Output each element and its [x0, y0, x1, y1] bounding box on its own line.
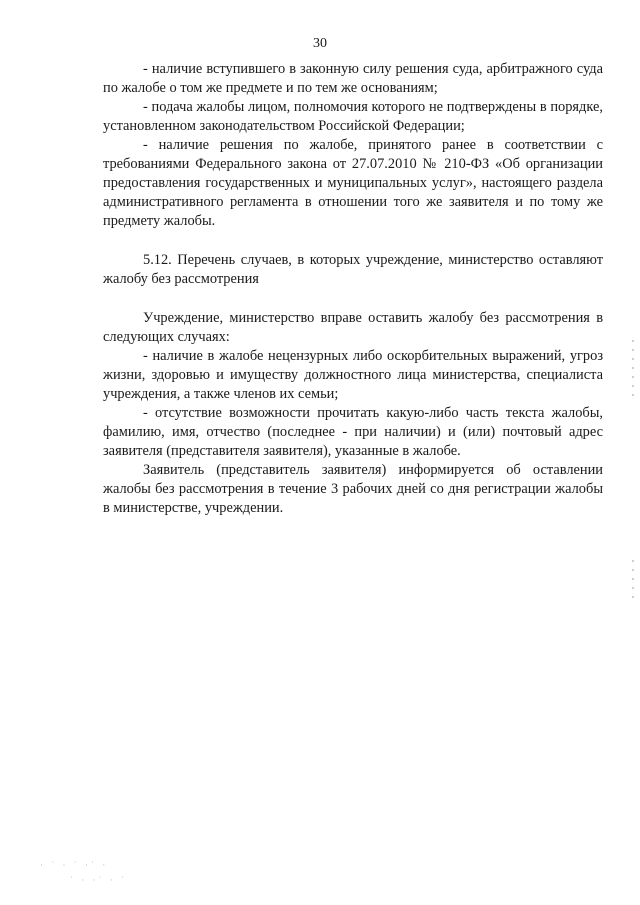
- spacer: [103, 231, 603, 251]
- scan-artifact: ˙ · ·˙ · ˙: [70, 875, 127, 885]
- scan-artifact: · ˙ · ˙ ·˙ ·: [40, 860, 109, 870]
- paragraph-applicant-notification: Заявитель (представитель заявителя) информируется об оставлении жалобы без рассмотрения в течение 3 рабочих дней со дня регистрации жалобы в министерстве, учреждении.: [103, 462, 603, 516]
- section-heading-5-12: 5.12. Перечень случаев, в которых учреждение, министерство оставляют жалобу без рассмотрения: [103, 252, 603, 287]
- paragraph-court-decision: - наличие вступившего в законную силу решения суда, арбитражного суда по жалобе о том же предмете и по тем же основаниям;: [103, 61, 603, 96]
- paragraph-unreadable-text: - отсутствие возможности прочитать какую-либо часть текста жалобы, фамилию, имя, отчество (последнее - при наличии) и (или) почтовый адрес заявителя (представителя заявителя), указанные в жалобе.: [103, 405, 603, 459]
- paragraph-obscene-language: - наличие в жалобе нецензурных либо оскорбительных выражений, угроз жизни, здоровью и имуществу должностного лица министерства, специалиста учреждения, а также членов их семьи;: [103, 348, 603, 402]
- document-body: [103, 60, 603, 518]
- paragraph-unconfirmed-authority: - подача жалобы лицом, полномочия которого не подтверждены в порядке, установленном законодательством Российской Федерации;: [103, 99, 603, 134]
- spacer: [103, 289, 603, 309]
- scan-artifact: [632, 340, 634, 400]
- scan-artifact: [632, 560, 634, 600]
- paragraph-prior-decision: - наличие решения по жалобе, принятого ранее в соответствии с требованиями Федерального закона от 27.07.2010 № 210-ФЗ «Об организации предоставления государственных и муниципальных услуг», настоящего раздела административного регламента в отношении того же заявителя и по тому же предмету жалобы.: [103, 137, 603, 229]
- page-number: 30: [313, 36, 327, 51]
- paragraph-right-to-leave: Учреждение, министерство вправе оставить жалобу без рассмотрения в следующих случаях:: [103, 310, 603, 345]
